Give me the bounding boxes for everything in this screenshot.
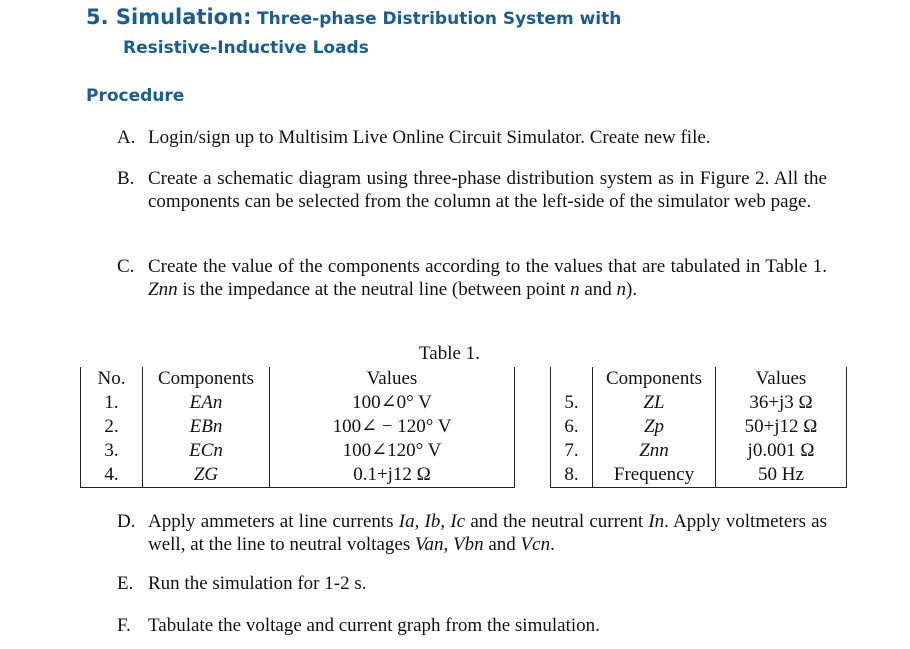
voltage-symbol: Van <box>414 534 444 555</box>
table-row <box>81 391 847 415</box>
component-symbol: ZG <box>193 464 219 485</box>
header-components-right: Components <box>593 367 716 391</box>
component-cell <box>593 439 716 463</box>
component-table <box>80 367 847 488</box>
value-cell: 100∠120° V <box>270 439 515 463</box>
step-text-part: and the neutral current <box>470 511 644 532</box>
row-number: 3. <box>81 439 143 463</box>
value-cell: 50 Hz <box>716 463 847 488</box>
table-row <box>81 463 847 488</box>
step-text-part: and <box>584 279 612 300</box>
step-letter: E. <box>117 573 134 594</box>
row-number: 5. <box>551 391 593 415</box>
step-text-part: ). <box>626 279 638 300</box>
component-symbol: ZL <box>643 392 665 413</box>
value-cell: 0.1+j12 Ω <box>270 463 515 488</box>
step-text <box>148 510 827 556</box>
value-cell: j0.001 Ω <box>716 439 847 463</box>
table-spacer <box>515 439 551 463</box>
table-spacer <box>515 463 551 488</box>
step-e <box>117 572 827 595</box>
row-number: 8. <box>551 463 593 488</box>
step-letter: A. <box>117 127 136 148</box>
component-cell: Frequency <box>593 463 716 488</box>
value-cell: 36+j3 Ω <box>716 391 847 415</box>
step-b <box>117 167 827 213</box>
step-text <box>148 255 827 301</box>
step-text-part: Create the value of the components according to the values that are tabulated in Table 1. <box>148 256 827 277</box>
current-symbols: Ia, Ib, Ic <box>398 511 466 532</box>
step-text: Tabulate the voltage and current graph from the simulation. <box>148 615 600 636</box>
step-text-part: . <box>550 534 555 555</box>
header-values: Values <box>270 367 515 391</box>
component-cell <box>143 463 270 488</box>
step-letter: D. <box>117 511 136 532</box>
step-letter: F. <box>117 615 131 636</box>
table-header-row <box>81 367 847 391</box>
znn-symbol: Znn <box>148 279 178 300</box>
step-text: Login/sign up to Multisim Live Online Circuit Simulator. Create new file. <box>148 127 711 148</box>
table-row <box>81 439 847 463</box>
section-title-line1: Three-phase Distribution System with <box>257 9 622 29</box>
step-text-part: and <box>488 534 516 555</box>
row-number: 2. <box>81 415 143 439</box>
value-cell: 100∠ − 120° V <box>270 415 515 439</box>
component-cell <box>143 439 270 463</box>
component-cell <box>143 415 270 439</box>
value-cell: 100∠0° V <box>270 391 515 415</box>
component-symbol: Znn <box>639 440 669 461</box>
step-d <box>117 510 827 556</box>
table-spacer <box>515 415 551 439</box>
step-text: Run the simulation for 1-2 s. <box>148 573 367 594</box>
voltage-symbol: Vbn <box>452 534 484 555</box>
component-symbol: EAn <box>189 392 223 413</box>
step-letter: C. <box>117 256 135 277</box>
header-no: No. <box>81 367 143 391</box>
step-text: Create a schematic diagram using three-phase distribution system as in Figure 2. All the components can be selected from the column at the left-side of the simulator web page. <box>148 168 827 212</box>
procedure-heading: Procedure <box>86 86 185 106</box>
value-cell: 50+j12 Ω <box>716 415 847 439</box>
section-title <box>86 2 621 34</box>
section-title-line2: Resistive-Inductive Loads <box>123 38 369 58</box>
header-components: Components <box>143 367 270 391</box>
step-text-part: is the impedance at the neutral line (between point <box>182 279 566 300</box>
table-spacer <box>515 367 551 391</box>
table-spacer <box>515 391 551 415</box>
row-number: 4. <box>81 463 143 488</box>
component-cell <box>593 415 716 439</box>
step-a <box>117 126 827 149</box>
voltage-symbol: Vcn <box>520 534 551 555</box>
row-number: 1. <box>81 391 143 415</box>
node-symbol: n <box>616 279 627 300</box>
step-text-part: Apply ammeters at line currents <box>148 511 394 532</box>
row-number: 6. <box>551 415 593 439</box>
step-c <box>117 255 827 301</box>
table-row <box>81 415 847 439</box>
header-values-right: Values <box>716 367 847 391</box>
component-cell <box>593 391 716 415</box>
step-f <box>117 614 827 637</box>
header-no-right <box>551 367 593 391</box>
table-caption: Table 1. <box>419 343 480 364</box>
component-cell <box>143 391 270 415</box>
section-number: 5. Simulation: <box>86 5 252 29</box>
neutral-current-symbol: In <box>648 511 665 532</box>
step-letter: B. <box>117 168 135 189</box>
component-symbol: ECn <box>189 440 223 461</box>
node-symbol: n <box>570 279 580 300</box>
row-number: 7. <box>551 439 593 463</box>
component-symbol: EBn <box>189 416 223 437</box>
step-text-part: . Apply voltmeters as well, at the line to neutral voltages <box>148 511 827 555</box>
component-symbol: Zp <box>643 416 665 437</box>
step-text-part: , <box>443 534 449 555</box>
